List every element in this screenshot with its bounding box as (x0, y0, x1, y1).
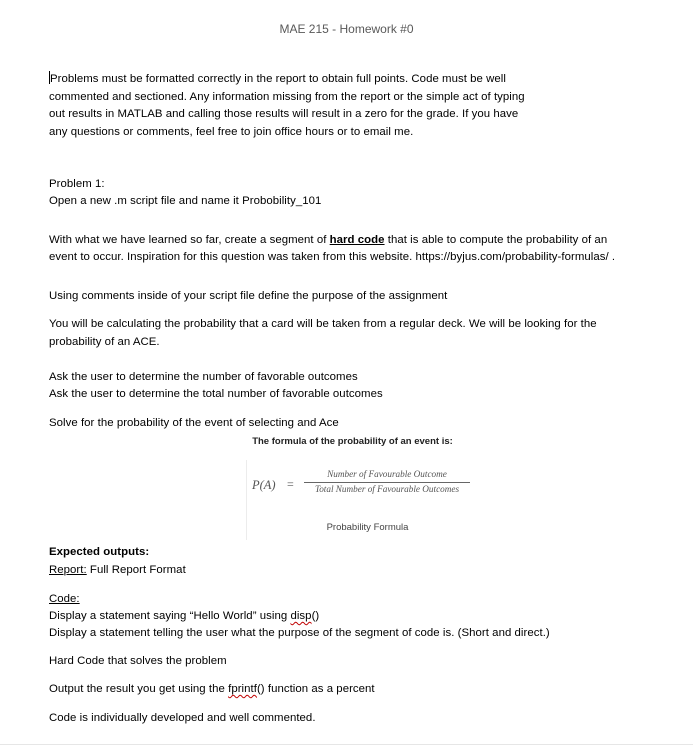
expected-outputs-heading: Expected outputs: (49, 546, 150, 558)
formula-lhs: P(A) (252, 478, 276, 492)
display-line-2: Display a statement telling the user what the purpose of the segment of code is. (Short and direct.) (49, 627, 550, 639)
intro-line-2: commented and sectioned. Any information missing from the report or the simple act of typing (49, 91, 525, 103)
intro-line-4: any questions or comments, feel free to join office hours or to email me. (49, 126, 414, 138)
comments-instruction: Using comments inside of your script file define the purpose of the assignment (49, 290, 448, 302)
formula-numerator: Number of Favourable Outcome (327, 469, 447, 479)
display-line-1: Display a statement saying “Hello World” using disp() (49, 610, 320, 622)
page-header-title: MAE 215 - Homework #0 (279, 22, 414, 36)
hard-code-emphasis: hard code (329, 234, 385, 246)
figure-caption: Probability Formula (326, 522, 409, 533)
report-label: Report: (49, 564, 87, 576)
fprintf-spellcheck-word: fprintf (228, 683, 257, 695)
report-line: Report: Full Report Format (49, 564, 186, 576)
task-line-2: event to occur. Inspiration for this question was taken from this website. https://byjus.com/probability-formulas/ . (49, 251, 616, 263)
calc-line-1: You will be calculating the probability that a card will be taken from a regular deck. We will be looking for the (49, 318, 597, 330)
individual-line: Code is individually developed and well commented. (49, 712, 316, 724)
figure-title: The formula of the probability of an event is: (252, 436, 453, 447)
hard-code-line: Hard Code that solves the problem (49, 655, 227, 667)
page-bottom-divider (0, 744, 693, 745)
output-line: Output the result you get using the fprintf() function as a percent (49, 683, 375, 695)
formula-equals: = (287, 477, 294, 491)
disp-spellcheck-word: disp (290, 610, 312, 622)
calc-line-2: probability of an ACE. (49, 336, 160, 348)
code-label: Code: (49, 593, 80, 605)
problem-1-heading: Problem 1: (49, 178, 105, 190)
probability-formula (252, 468, 482, 508)
solve-line: Solve for the probability of the event of selecting and Ace (49, 417, 339, 429)
ask-line-1: Ask the user to determine the number of favorable outcomes (49, 371, 358, 383)
intro-line-3: out results in MATLAB and calling those results will result in a zero for the grade. If you have (49, 108, 519, 120)
problem-1-instruction: Open a new .m script file and name it Probobility_101 (49, 195, 322, 207)
formula-fraction (302, 468, 472, 496)
intro-line-1: Problems must be formatted correctly in the report to obtain full points. Code must be well (50, 73, 506, 85)
ask-line-2: Ask the user to determine the total number of favorable outcomes (49, 388, 383, 400)
formula-denominator: Total Number of Favourable Outcomes (314, 484, 460, 494)
task-line-1: With what we have learned so far, create a segment of hard code that is able to compute the probability of an (49, 234, 608, 246)
